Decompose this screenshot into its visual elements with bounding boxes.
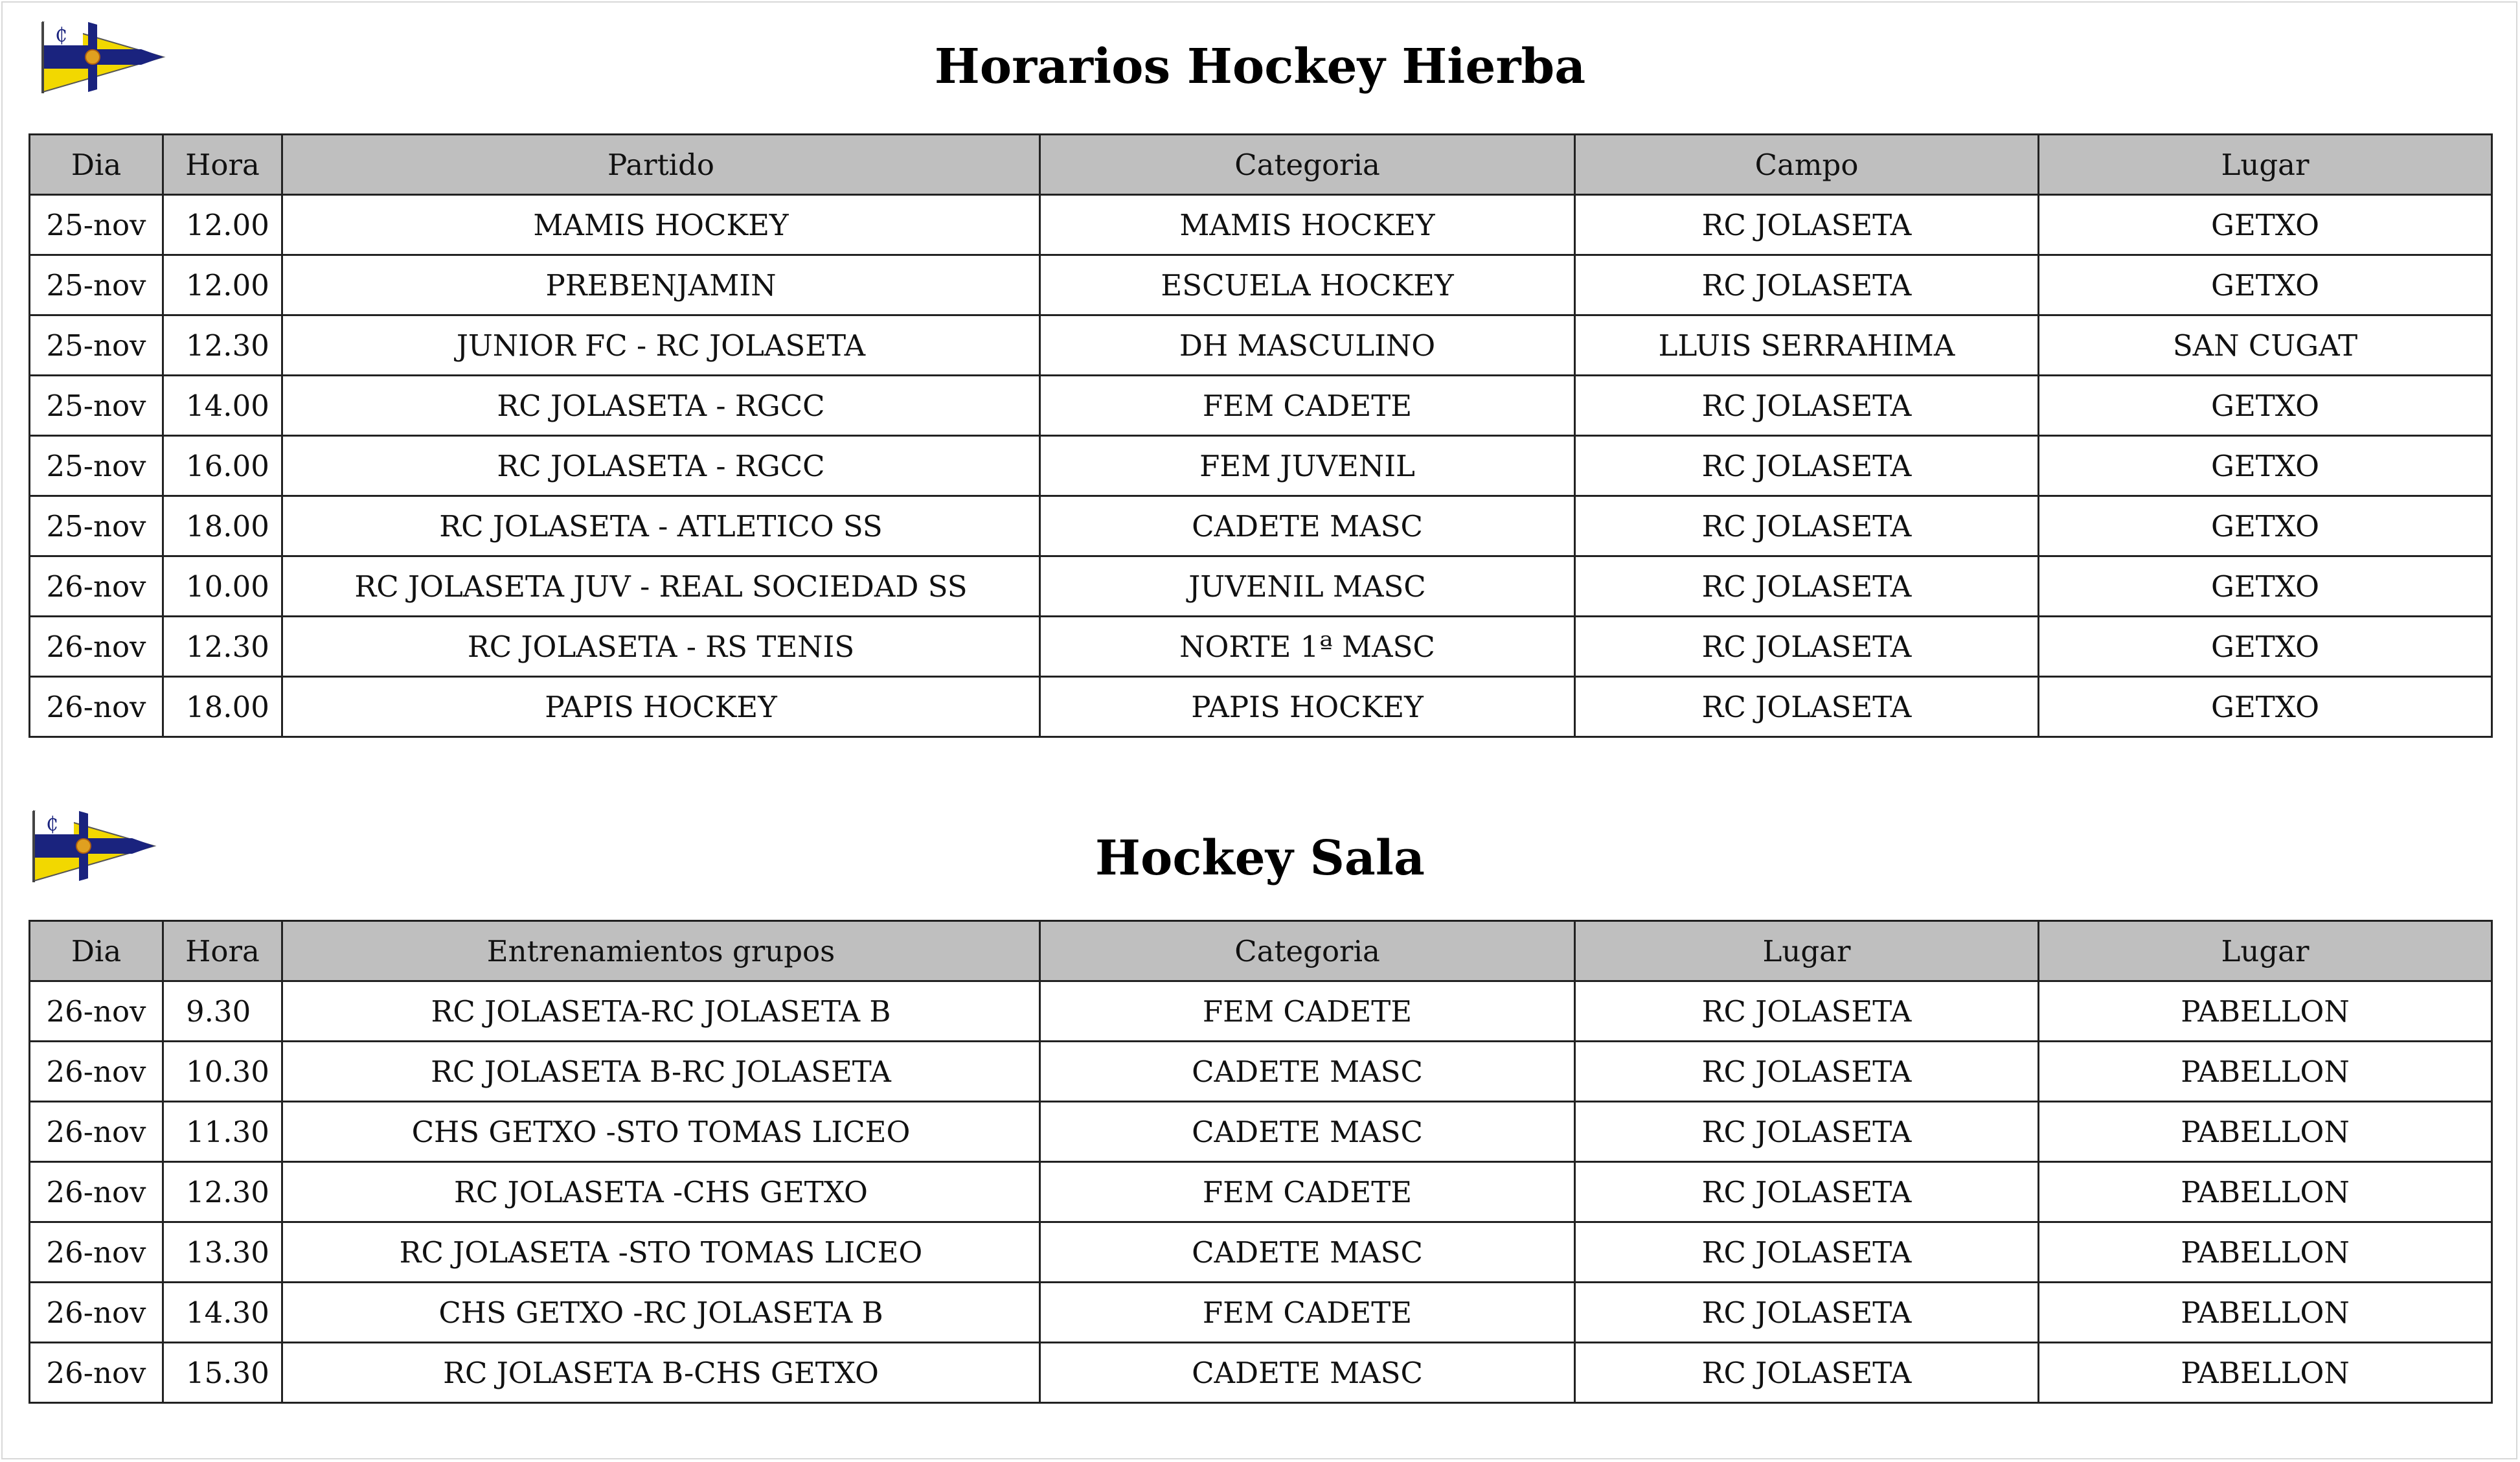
column-header: Categoria (1040, 135, 1575, 195)
cell-lugar: SAN CUGAT (2039, 315, 2492, 376)
cell-dia: 26-nov (30, 981, 163, 1042)
cell-hora: 12.30 (163, 315, 282, 376)
table-row (30, 376, 2492, 436)
cell-hora: 18.00 (163, 496, 282, 556)
page-title: Horarios Hockey Hierba (934, 39, 1586, 95)
cell-categoria: FEM CADETE (1040, 376, 1575, 436)
cell-categoria: CADETE MASC (1040, 1343, 1575, 1403)
column-header: Hora (163, 921, 282, 981)
cell-categoria: CADETE MASC (1040, 1102, 1575, 1162)
table-row (30, 496, 2492, 556)
cell-partido: RC JOLASETA B-RC JOLASETA (282, 1042, 1040, 1102)
cell-dia: 26-nov (30, 1283, 163, 1343)
table-row (30, 195, 2492, 255)
cell-partido: RC JOLASETA -STO TOMAS LICEO (282, 1222, 1040, 1283)
table-row (30, 315, 2492, 376)
cell-campo: RC JOLASETA (1575, 376, 2039, 436)
cell-campo: RC JOLASETA (1575, 677, 2039, 737)
cell-hora: 10.30 (163, 1042, 282, 1102)
cell-campo: RC JOLASETA (1575, 436, 2039, 496)
column-header: Lugar (1575, 921, 2039, 981)
table-row (30, 1283, 2492, 1343)
cell-partido: RC JOLASETA-RC JOLASETA B (282, 981, 1040, 1042)
cell-partido: MAMIS HOCKEY (282, 195, 1040, 255)
cell-dia: 26-nov (30, 1222, 163, 1283)
cell-campo: RC JOLASETA (1575, 496, 2039, 556)
cell-dia: 26-nov (30, 617, 163, 677)
cell-partido: RC JOLASETA - RGCC (282, 436, 1040, 496)
cell-dia: 25-nov (30, 195, 163, 255)
table-row (30, 556, 2492, 617)
cell-categoria: NORTE 1ª MASC (1040, 617, 1575, 677)
cell-campo: RC JOLASETA (1575, 1042, 2039, 1102)
table-row (30, 1343, 2492, 1403)
cell-hora: 12.00 (163, 255, 282, 315)
cell-dia: 26-nov (30, 1162, 163, 1222)
cell-partido: RC JOLASETA -CHS GETXO (282, 1162, 1040, 1222)
cell-lugar: GETXO (2039, 556, 2492, 617)
table-row (30, 436, 2492, 496)
cell-lugar: PABELLON (2039, 981, 2492, 1042)
cell-campo: RC JOLASETA (1575, 1162, 2039, 1222)
cell-lugar: GETXO (2039, 677, 2492, 737)
cell-dia: 25-nov (30, 255, 163, 315)
column-header: Lugar (2039, 921, 2492, 981)
cell-campo: RC JOLASETA (1575, 1102, 2039, 1162)
table-row (30, 677, 2492, 737)
cell-categoria: CADETE MASC (1040, 496, 1575, 556)
cell-campo: RC JOLASETA (1575, 1222, 2039, 1283)
column-header: Partido (282, 135, 1040, 195)
cell-dia: 25-nov (30, 436, 163, 496)
cell-dia: 25-nov (30, 496, 163, 556)
cell-categoria: CADETE MASC (1040, 1222, 1575, 1283)
cell-campo: RC JOLASETA (1575, 195, 2039, 255)
table-row (30, 1102, 2492, 1162)
cell-lugar: PABELLON (2039, 1283, 2492, 1343)
cell-partido: RC JOLASETA - ATLETICO SS (282, 496, 1040, 556)
svg-text:₵: ₵ (55, 24, 68, 47)
table-row (30, 1042, 2492, 1102)
cell-partido: RC JOLASETA - RS TENIS (282, 617, 1040, 677)
cell-hora: 9.30 (163, 981, 282, 1042)
cell-hora: 10.00 (163, 556, 282, 617)
table-row (30, 255, 2492, 315)
cell-dia: 25-nov (30, 376, 163, 436)
cell-hora: 12.30 (163, 1162, 282, 1222)
cell-categoria: PAPIS HOCKEY (1040, 677, 1575, 737)
hierba-table (28, 133, 2493, 738)
sala-table (28, 920, 2493, 1404)
cell-hora: 16.00 (163, 436, 282, 496)
cell-partido: CHS GETXO -RC JOLASETA B (282, 1283, 1040, 1343)
cell-partido: JUNIOR FC - RC JOLASETA (282, 315, 1040, 376)
cell-partido: PREBENJAMIN (282, 255, 1040, 315)
table-row (30, 1162, 2492, 1222)
cell-hora: 13.30 (163, 1222, 282, 1283)
cell-lugar: PABELLON (2039, 1042, 2492, 1102)
cell-dia: 26-nov (30, 1102, 163, 1162)
cell-hora: 12.30 (163, 617, 282, 677)
cell-categoria: ESCUELA HOCKEY (1040, 255, 1575, 315)
cell-lugar: PABELLON (2039, 1162, 2492, 1222)
cell-categoria: FEM CADETE (1040, 1283, 1575, 1343)
cell-hora: 18.00 (163, 677, 282, 737)
cell-partido: PAPIS HOCKEY (282, 677, 1040, 737)
cell-campo: RC JOLASETA (1575, 1283, 2039, 1343)
cell-hora: 14.30 (163, 1283, 282, 1343)
cell-lugar: GETXO (2039, 617, 2492, 677)
section-title: Hockey Sala (1095, 830, 1425, 886)
cell-categoria: DH MASCULINO (1040, 315, 1575, 376)
cell-lugar: PABELLON (2039, 1102, 2492, 1162)
cell-categoria: FEM JUVENIL (1040, 436, 1575, 496)
cell-categoria: FEM CADETE (1040, 981, 1575, 1042)
table-row (30, 617, 2492, 677)
cell-campo: LLUIS SERRAHIMA (1575, 315, 2039, 376)
cell-hora: 14.00 (163, 376, 282, 436)
cell-lugar: GETXO (2039, 436, 2492, 496)
cell-partido: CHS GETXO -STO TOMAS LICEO (282, 1102, 1040, 1162)
cell-lugar: GETXO (2039, 195, 2492, 255)
cell-dia: 26-nov (30, 1042, 163, 1102)
cell-dia: 26-nov (30, 1343, 163, 1403)
column-header: Dia (30, 921, 163, 981)
cell-categoria: CADETE MASC (1040, 1042, 1575, 1102)
table-header-row (30, 921, 2492, 981)
cell-hora: 12.00 (163, 195, 282, 255)
cell-campo: RC JOLASETA (1575, 1343, 2039, 1403)
cell-hora: 15.30 (163, 1343, 282, 1403)
cell-partido: RC JOLASETA B-CHS GETXO (282, 1343, 1040, 1403)
cell-campo: RC JOLASETA (1575, 981, 2039, 1042)
cell-categoria: FEM CADETE (1040, 1162, 1575, 1222)
column-header: Entrenamientos grupos (282, 921, 1040, 981)
column-header: Hora (163, 135, 282, 195)
column-header: Lugar (2039, 135, 2492, 195)
cell-lugar: PABELLON (2039, 1343, 2492, 1403)
cell-partido: RC JOLASETA - RGCC (282, 376, 1040, 436)
cell-categoria: JUVENIL MASC (1040, 556, 1575, 617)
cell-campo: RC JOLASETA (1575, 617, 2039, 677)
cell-dia: 25-nov (30, 315, 163, 376)
column-header: Campo (1575, 135, 2039, 195)
column-header: Categoria (1040, 921, 1575, 981)
cell-campo: RC JOLASETA (1575, 556, 2039, 617)
table-header-row (30, 135, 2492, 195)
svg-text:₵: ₵ (46, 813, 59, 836)
cell-lugar: GETXO (2039, 496, 2492, 556)
cell-lugar: PABELLON (2039, 1222, 2492, 1283)
cell-partido: RC JOLASETA JUV - REAL SOCIEDAD SS (282, 556, 1040, 617)
cell-lugar: GETXO (2039, 255, 2492, 315)
cell-dia: 26-nov (30, 677, 163, 737)
cell-categoria: MAMIS HOCKEY (1040, 195, 1575, 255)
cell-hora: 11.30 (163, 1102, 282, 1162)
column-header: Dia (30, 135, 163, 195)
cell-campo: RC JOLASETA (1575, 255, 2039, 315)
table-row (30, 981, 2492, 1042)
cell-dia: 26-nov (30, 556, 163, 617)
cell-lugar: GETXO (2039, 376, 2492, 436)
table-row (30, 1222, 2492, 1283)
